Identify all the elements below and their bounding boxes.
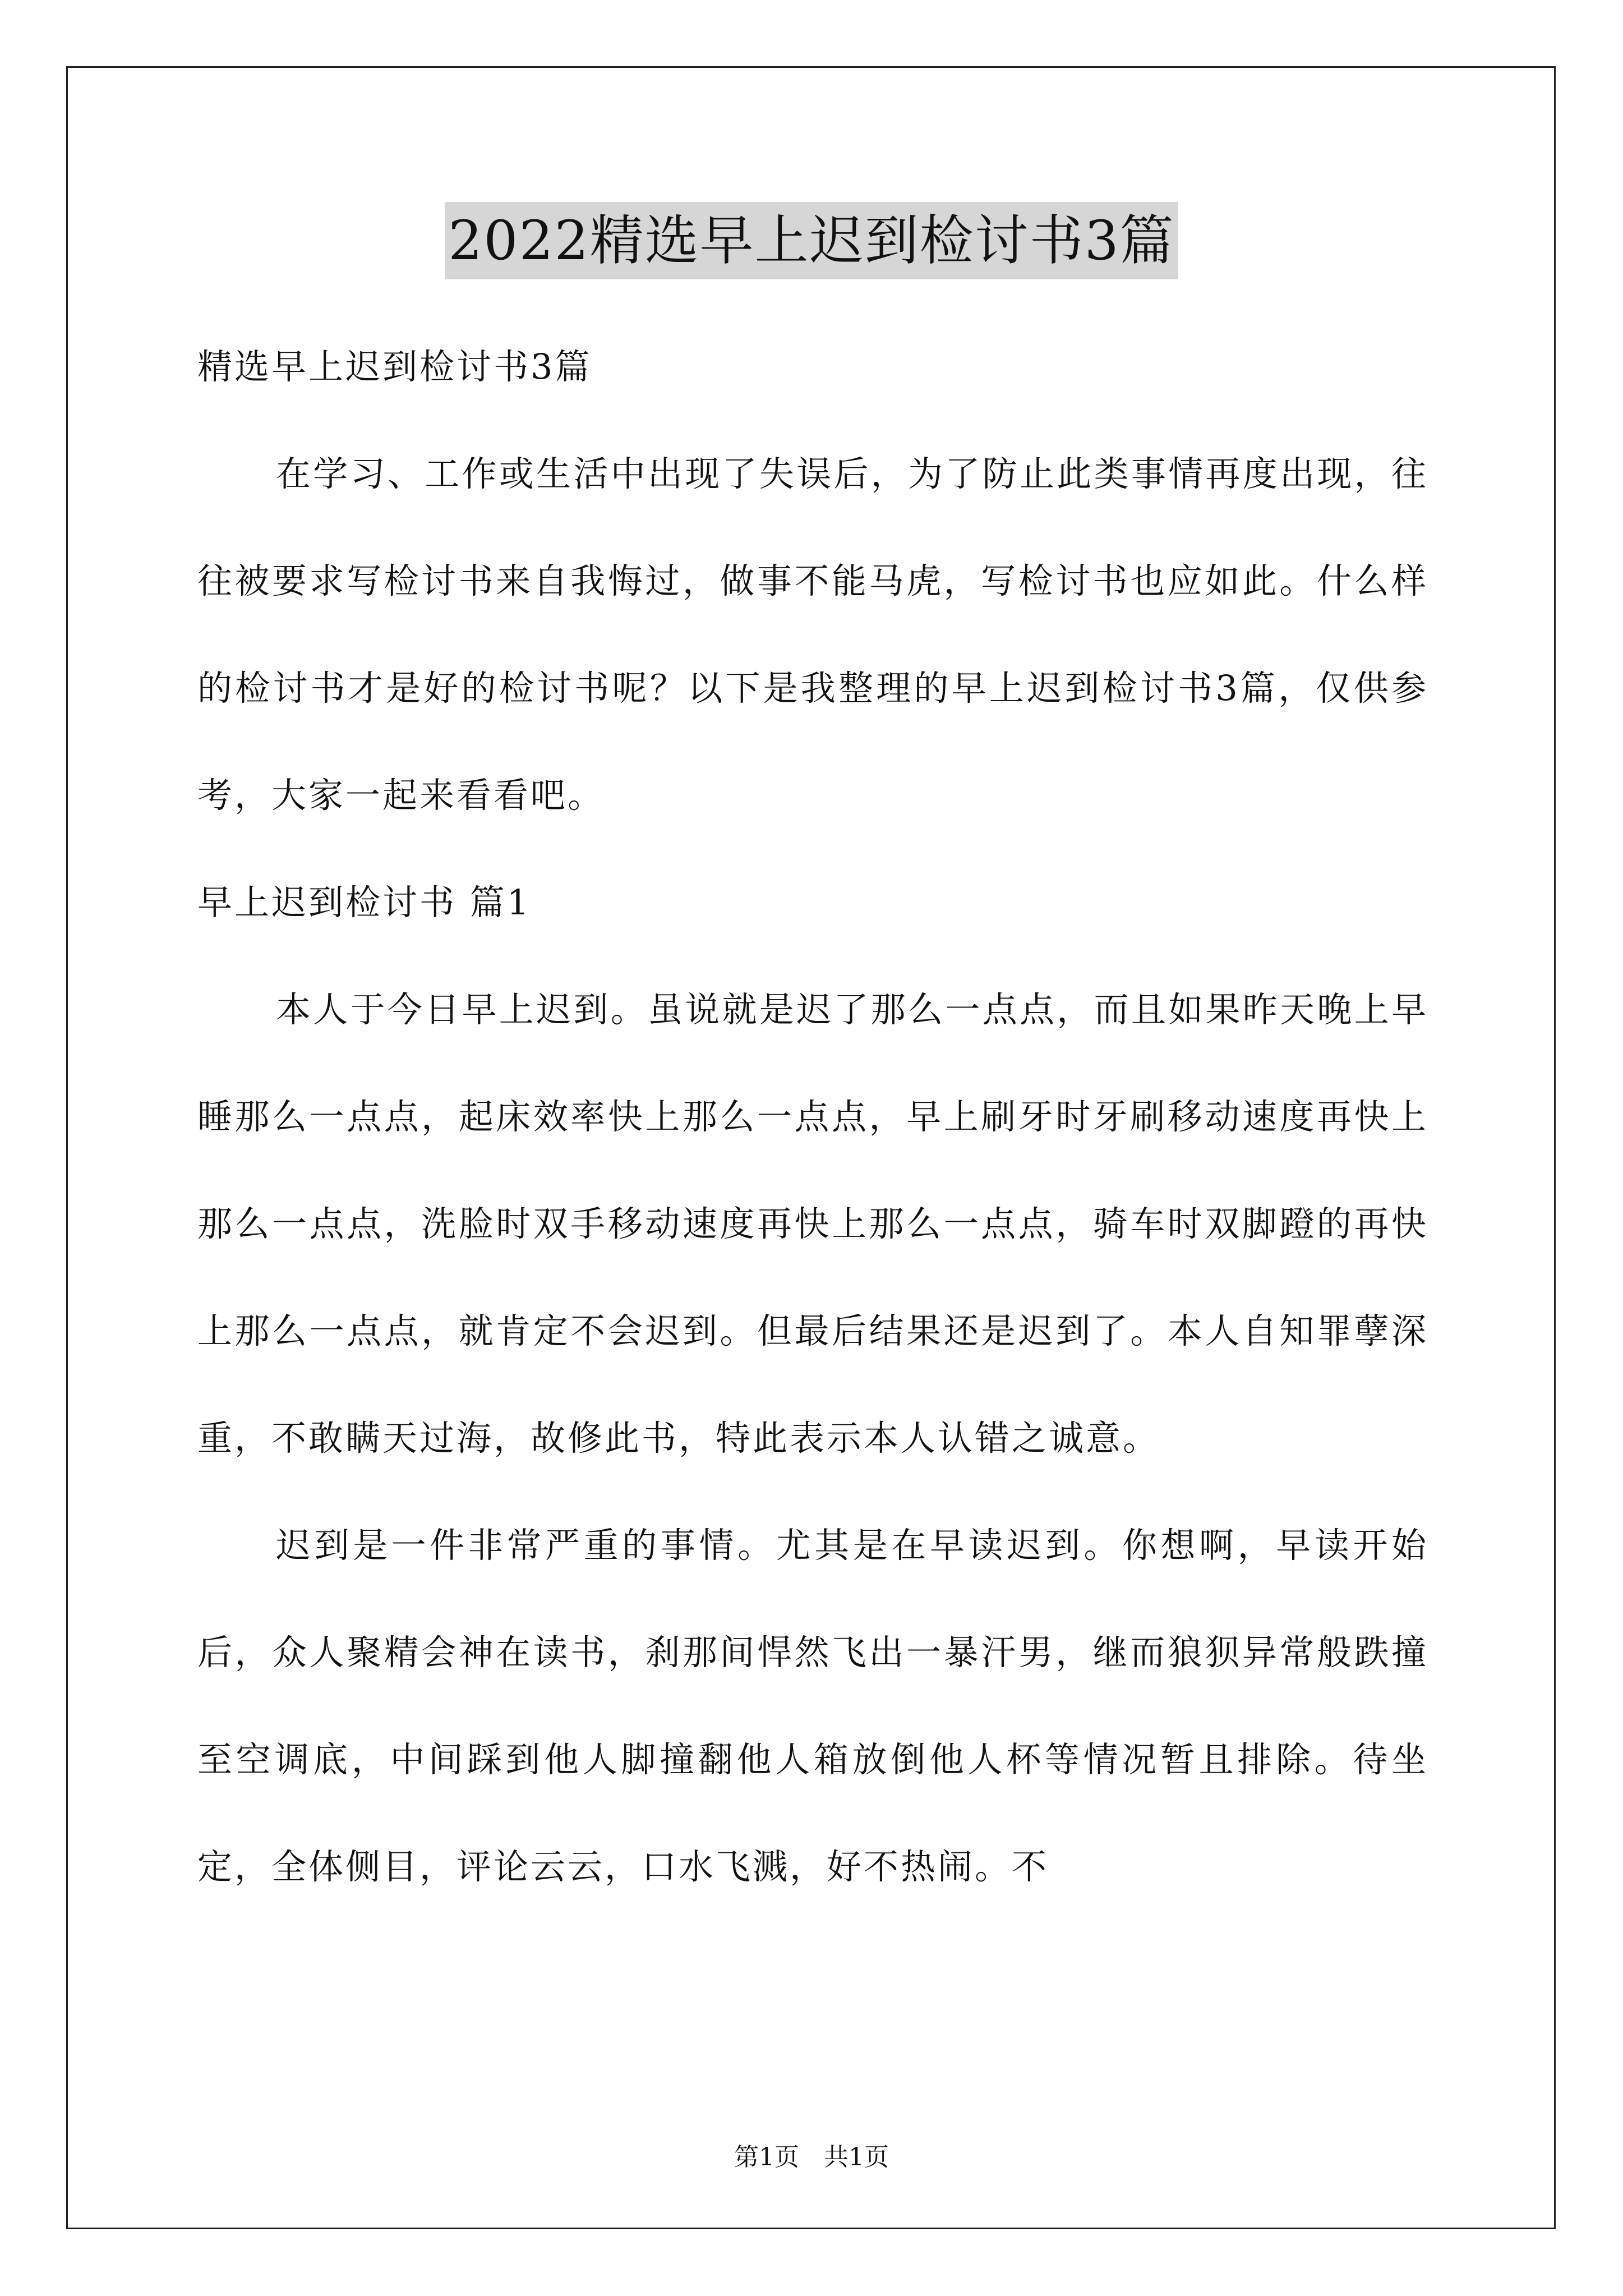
title-container [0,202,1623,279]
subtitle: 精选早上迟到检讨书3篇 [197,346,592,387]
page-footer: 第1页 共1页 [734,2143,889,2171]
intro-paragraph: 在学习、工作或生活中出现了失误后，为了防止此类事情再度出现，往往被要求写检讨书来自我悔过，做事不能马虎，写检讨书也应如此。什么样的检讨书才是好的检讨书呢？以下是我整理的早上迟到检讨书3篇，仅供参考，大家一起来看看吧。 [197,453,1428,816]
section-heading: 早上迟到检讨书 篇1 [197,882,532,923]
document-body [197,313,1428,1920]
document-title: 2022精选早上迟到检讨书3篇 [445,202,1178,279]
body-paragraph-2: 迟到是一件非常严重的事情。尤其是在早读迟到。你想啊，早读开始后，众人聚精会神在读书，刹那间悍然飞出一暴汗男，继而狼狈异常般跌撞至空调底，中间踩到他人脚撞翻他人箱放倒他人杯等情况暂且排除。待坐定，全体侧目，评论云云，口水飞溅，好不热闹。不 [197,1525,1428,1887]
body-paragraph-1: 本人于今日早上迟到。虽说就是迟了那么一点点，而且如果昨天晚上早睡那么一点点，起床效率快上那么一点点，早上刷牙时牙刷移动速度再快上那么一点点，洗脸时双手移动速度再快上那么一点点，骑车时双脚蹬的再快上那么一点点，就肯定不会迟到。但最后结果还是迟到了。本人自知罪孽深重，不敢瞒天过海，故修此书，特此表示本人认错之诚意。 [197,989,1428,1458]
